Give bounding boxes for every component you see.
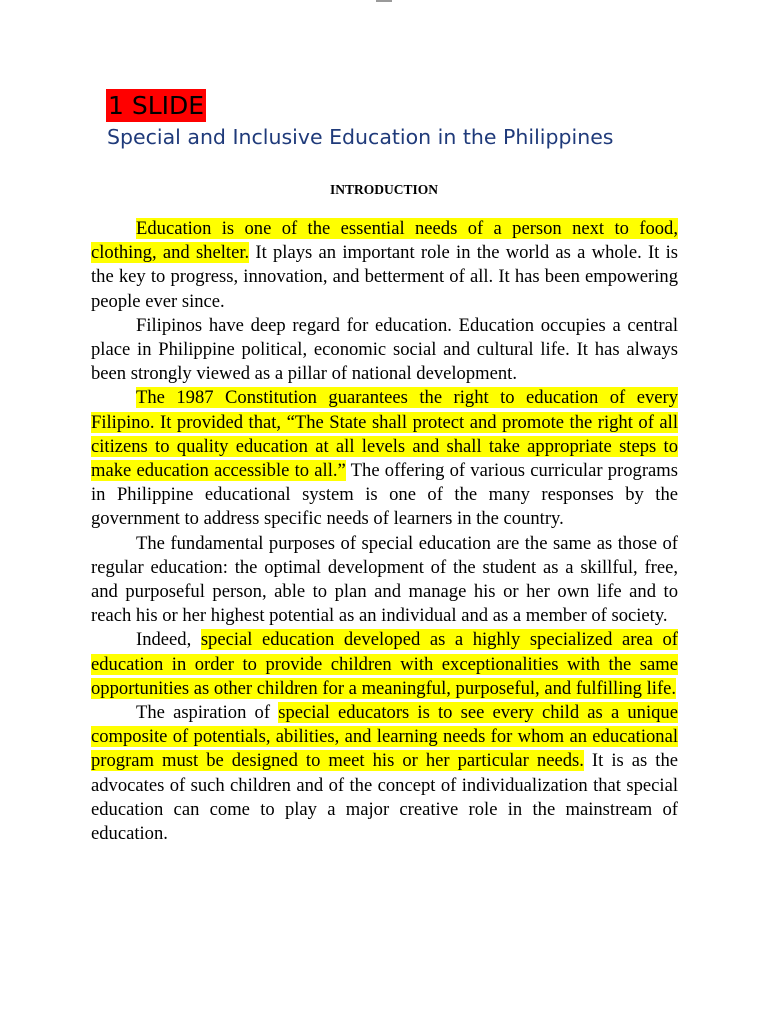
- paragraph-6: [91, 701, 678, 846]
- paragraph-text: The fundamental purposes of special education are the same as those of regular education: the optimal development of the student as a skillful, free, and purposeful person, able to plan and manage his or her own life and to reach his or her highest potential as an individual and as a member of society.: [91, 532, 678, 627]
- highlighted-text: special educators is to see every child as a unique composite of potentials, abilities, and learning needs for whom an educational program must be designed to meet his or her particular needs.: [91, 702, 678, 772]
- paragraph-text: The offering of various curricular programs in Philippine educational system is one of the many responses by the government to address specific needs of learners in the country.: [91, 460, 678, 530]
- body-text: [91, 217, 678, 846]
- paragraph-text: The aspiration of: [136, 702, 279, 724]
- section-heading: INTRODUCTION: [329, 182, 438, 197]
- highlighted-text: The 1987 Constitution guarantees the right to education of every Filipino. It provided that, “The State shall protect and promote the right of all citizens to quality education at all levels and shall take appropriate steps to make education accessible to all.”: [91, 387, 678, 482]
- document-title: Special and Inclusive Education in the Philippines: [107, 125, 614, 149]
- paragraph-text: Filipinos have deep regard for education. Education occupies a central place in Philippine political, economic social and cultural life. It has always been strongly viewed as a pillar of national development.: [91, 314, 678, 385]
- page-top-marker: [376, 0, 392, 2]
- paragraph-1: [91, 217, 678, 314]
- paragraph-5: [91, 628, 678, 701]
- paragraph-2: [91, 314, 678, 387]
- slide-number-label: 1 SLIDE: [108, 91, 205, 120]
- paragraph-text: It plays an important role in the world as a whole. It is the key to progress, innovation, and betterment of all. It has been empowering people ever since.: [91, 242, 678, 312]
- paragraph-text: Indeed,: [136, 629, 201, 651]
- paragraph-text: It is as the advocates of such children and of the concept of individualization that special education can come to play a major creative role in the mainstream of education.: [91, 750, 678, 845]
- highlighted-text: Education is one of the essential needs of a person next to food, clothing, and shelter.: [91, 218, 678, 264]
- highlighted-text: special education developed as a highly specialized area of education in order to provide children with exceptionalities with the same opportunities as other children for a meaningful, purposeful, and fulfilling life.: [91, 629, 678, 699]
- paragraph-4: [91, 532, 678, 629]
- paragraph-3: [91, 386, 678, 531]
